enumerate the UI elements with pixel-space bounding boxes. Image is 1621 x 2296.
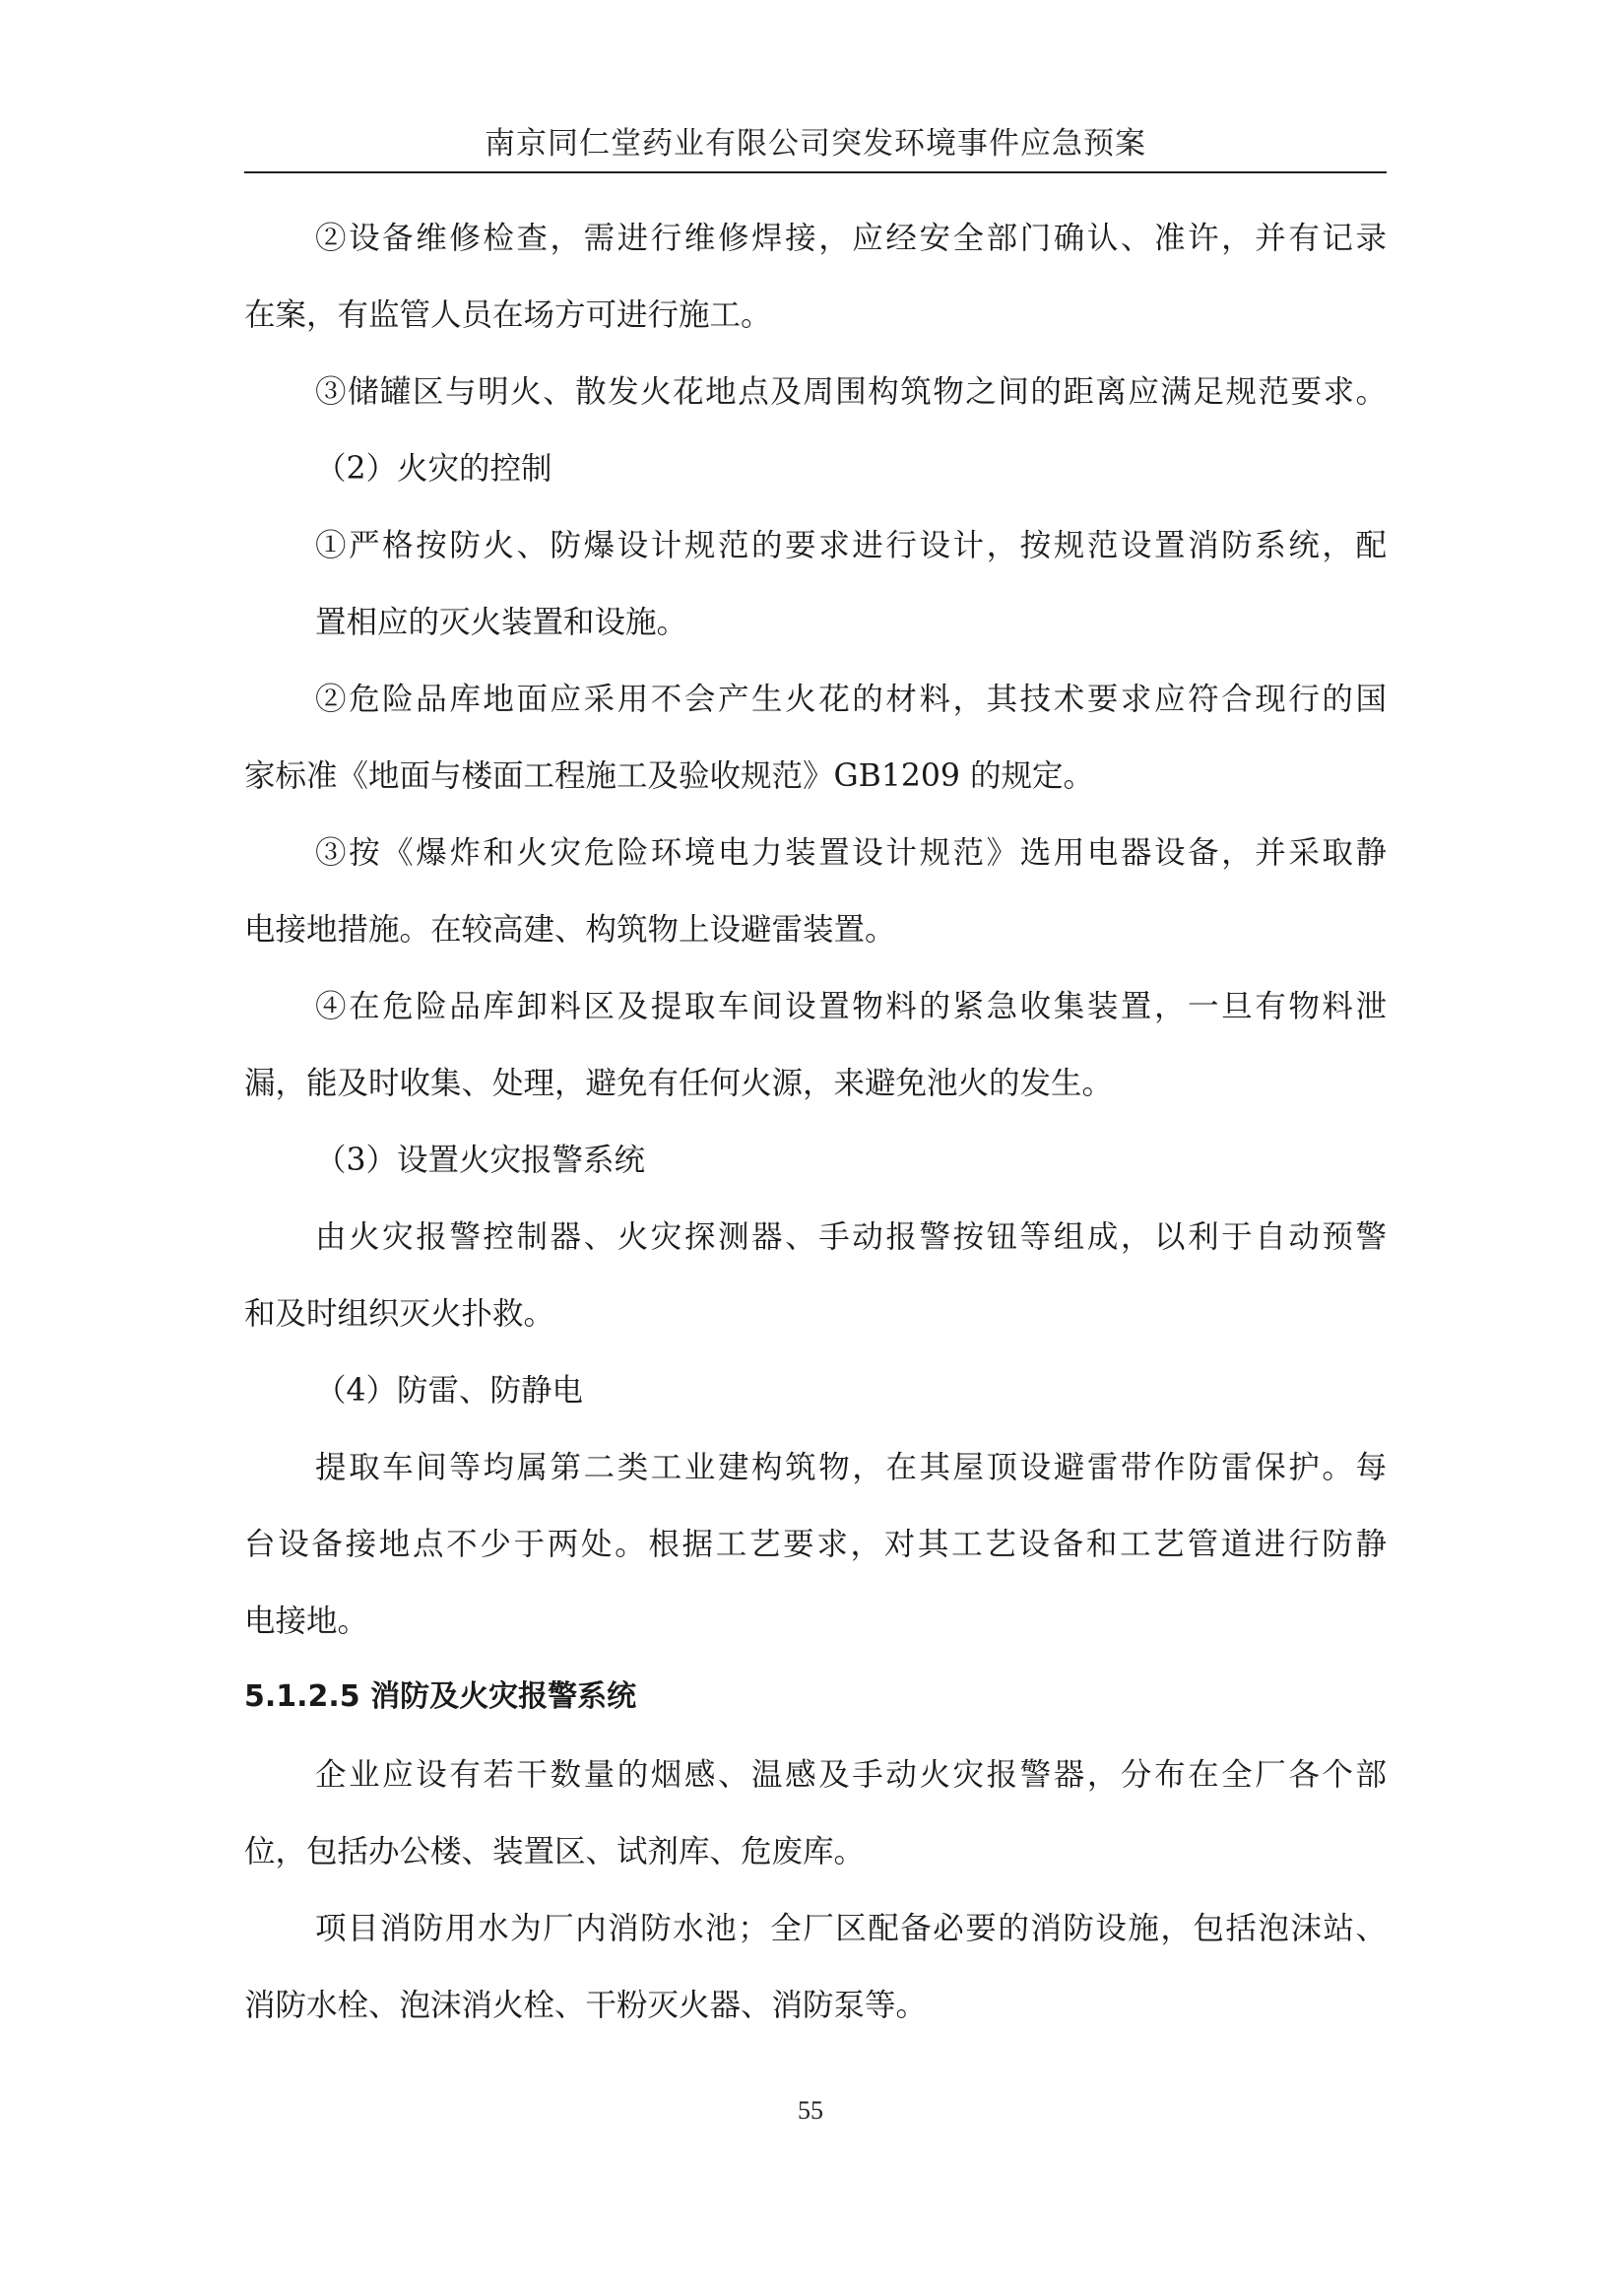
paragraph-line: 台设备接地点不少于两处。根据工艺要求，对其工艺设备和工艺管道进行防静 (244, 1527, 1387, 1562)
paragraph-line: ②设备维修检查，需进行维修焊接，应经安全部门确认、准许，并有记录 (315, 221, 1387, 256)
paragraph-line: 项目消防用水为厂内消防水池；全厂区配备必要的消防设施，包括泡沫站、 (315, 1911, 1387, 1946)
paragraph-line: 企业应设有若干数量的烟感、温感及手动火灾报警器，分布在全厂各个部 (315, 1757, 1387, 1793)
page-header (244, 116, 1387, 173)
paragraph-line: ①严格按防火、防爆设计规范的要求进行设计，按规范设置消防系统，配 (315, 528, 1387, 563)
subsection-title: （2）火灾的控制 (315, 451, 552, 487)
paragraph-line: 位，包括办公楼、装置区、试剂库、危废库。 (244, 1834, 866, 1870)
page-number: 55 (798, 2096, 823, 2125)
document-title: 南京同仁堂药业有限公司突发环境事件应急预案 (485, 126, 1146, 162)
subsection-title: （3）设置火灾报警系统 (315, 1143, 646, 1178)
paragraph-line: 提取车间等均属第二类工业建构筑物，在其屋顶设避雷带作防雷保护。每 (315, 1450, 1387, 1485)
paragraph-line: 消防水栓、泡沫消火栓、干粉灭火器、消防泵等。 (244, 1988, 928, 2023)
paragraph-line: ④在危险品库卸料区及提取车间设置物料的紧急收集装置，一旦有物料泄 (315, 989, 1387, 1024)
section-heading: 5.1.2.5 消防及火灾报警系统 (244, 1679, 637, 1714)
subsection-title: （4）防雷、防静电 (315, 1373, 584, 1409)
paragraph-line: 在案，有监管人员在场方可进行施工。 (244, 297, 772, 333)
paragraph-line: ③按《爆炸和火灾危险环境电力装置设计规范》选用电器设备，并采取静 (315, 835, 1387, 871)
paragraph-line: 由火灾报警控制器、火灾探测器、手动报警按钮等组成，以利于自动预警 (315, 1219, 1387, 1255)
paragraph-line: ②危险品库地面应采用不会产生火花的材料，其技术要求应符合现行的国 (315, 682, 1387, 717)
paragraph-line: 家标准《地面与楼面工程施工及验收规范》GB1209 的规定。 (244, 758, 1094, 794)
paragraph-line: 和及时组织灭火扑救。 (244, 1296, 555, 1332)
paragraph-line: 漏，能及时收集、处理，避免有任何火源，来避免池火的发生。 (244, 1066, 1114, 1101)
paragraph-line: ③储罐区与明火、散发火花地点及周围构筑物之间的距离应满足规范要求。 (315, 374, 1387, 410)
paragraph-line: 电接地。 (244, 1604, 369, 1639)
paragraph-line: 电接地措施。在较高建、构筑物上设避雷装置。 (244, 912, 896, 948)
paragraph-line: 置相应的灭火装置和设施。 (315, 605, 688, 640)
